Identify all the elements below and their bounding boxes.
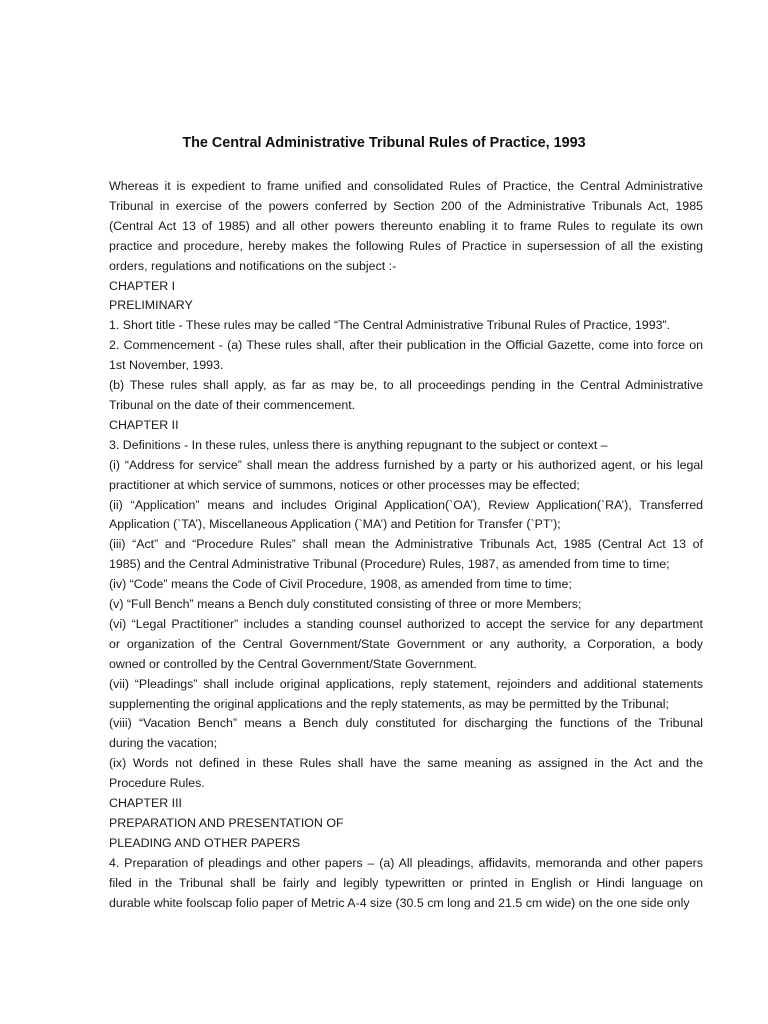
- text-line: PLEADING AND OTHER PAPERS: [109, 835, 301, 850]
- text-line: (ii) “Application” means and includes Original Application(`OA’), Review Application(`RA’), Transferred: [109, 497, 703, 512]
- paragraph: [109, 416, 703, 436]
- text-line: Whereas it is expedient to frame unified and consolidated Rules of Practice, the Central Administrative: [109, 179, 703, 193]
- paragraph: [109, 277, 703, 297]
- text-line: 1. Short title - These rules may be called “The Central Administrative Tribunal Rules of Practice, 1993”.: [109, 318, 671, 333]
- paragraph: [109, 575, 703, 595]
- text-line: orders, regulations and notifications on the subject :-: [109, 258, 397, 273]
- paragraph: [109, 316, 703, 336]
- text-line: owned or controlled by the Central Government/State Government.: [109, 656, 477, 671]
- text-line: CHAPTER III: [109, 796, 182, 811]
- text-line: Tribunal in exercise of the powers conferred by Section 200 of the Administrative Tribunals Act, 1985: [109, 198, 703, 213]
- text-line: (Central Act 13 of 1985) and all other powers thereunto enabling it to frame Rules to regulate its own: [109, 218, 703, 233]
- text-line: practitioner at which service of summons, notices or other processes may be effected;: [109, 477, 580, 492]
- paragraph: [109, 456, 703, 496]
- text-line: during the vacation;: [109, 736, 218, 751]
- paragraph: [109, 496, 703, 536]
- document-title: The Central Administrative Tribunal Rules of Practice, 1993: [182, 135, 586, 151]
- paragraph: [109, 814, 703, 834]
- text-line: (iii) “Act” and “Procedure Rules” shall mean the Administrative Tribunals Act, 1985 (Central Act 13 of: [109, 537, 703, 552]
- text-line: (viii) “Vacation Bench” means a Bench duly constituted for discharging the functions of the Tribunal: [109, 716, 703, 731]
- paragraph: [109, 714, 703, 754]
- text-line: supplementing the original applications and the reply statements, as may be permitted by the Tribunal;: [109, 696, 669, 711]
- text-line: Procedure Rules.: [109, 776, 205, 791]
- paragraph: [109, 296, 703, 316]
- text-line: Tribunal on the date of their commencement.: [109, 397, 356, 412]
- text-line: CHAPTER I: [109, 278, 176, 293]
- paragraph: [109, 854, 703, 914]
- text-line: practice and procedure, hereby makes the following Rules of Practice in supersession of all the existing: [109, 238, 703, 253]
- text-line: (i) “Address for service” shall mean the address furnished by a party or his authorized agent, or his legal: [109, 457, 703, 472]
- text-line: (iv) “Code” means the Code of Civil Procedure, 1908, as amended from time to time;: [109, 577, 572, 592]
- paragraph: [109, 675, 703, 715]
- paragraph: [109, 336, 703, 376]
- text-line: or organization of the Central Government/State Government or any authority, a Corporation, a body: [109, 636, 703, 651]
- paragraph: [109, 834, 703, 854]
- paragraph: [109, 595, 703, 615]
- paragraph: [109, 535, 703, 575]
- text-line: (v) “Full Bench” means a Bench duly constituted consisting of three or more Members;: [109, 597, 582, 612]
- text-line: (vi) “Legal Practitioner” includes a standing counsel authorized to accept the service for any department: [109, 616, 703, 631]
- paragraph: [109, 615, 703, 675]
- text-line: durable white foolscap folio paper of Metric A-4 size (30.5 cm long and 21.5 cm wide) on the one side only: [109, 895, 690, 910]
- text-line: (ix) Words not defined in these Rules shall have the same meaning as assigned in the Act and the: [109, 756, 703, 771]
- text-line: (b) These rules shall apply, as far as may be, to all proceedings pending in the Central Administrative: [109, 378, 703, 393]
- text-line: 1985) and the Central Administrative Tribunal (Procedure) Rules, 1987, as amended from time to time;: [109, 557, 670, 572]
- text-line: 1st November, 1993.: [109, 358, 224, 373]
- text-line: CHAPTER II: [109, 417, 179, 432]
- paragraph: [109, 376, 703, 416]
- text-line: 4. Preparation of pleadings and other papers – (a) All pleadings, affidavits, memoranda and other papers: [109, 855, 703, 870]
- text-line: 3. Definitions - In these rules, unless there is anything repugnant to the subject or context –: [109, 437, 608, 452]
- text-line: (vii) “Pleadings” shall include original applications, reply statement, rejoinders and additional statements: [109, 676, 703, 691]
- text-line: PREPARATION AND PRESENTATION OF: [109, 816, 344, 830]
- text-line: Application (`TA’), Miscellaneous Application (`MA’) and Petition for Transfer (`PT’);: [109, 517, 561, 532]
- paragraph: [109, 794, 703, 814]
- text-line: 2. Commencement - (a) These rules shall, after their publication in the Official Gazette, come into force on: [109, 338, 703, 353]
- text-line: PRELIMINARY: [109, 298, 193, 313]
- document-body: [109, 177, 703, 914]
- paragraph: [109, 436, 703, 456]
- paragraph: [109, 754, 703, 794]
- text-line: filed in the Tribunal shall be fairly and legibly typewritten or printed in English or Hindi language on: [109, 875, 703, 890]
- paragraph: [109, 177, 703, 277]
